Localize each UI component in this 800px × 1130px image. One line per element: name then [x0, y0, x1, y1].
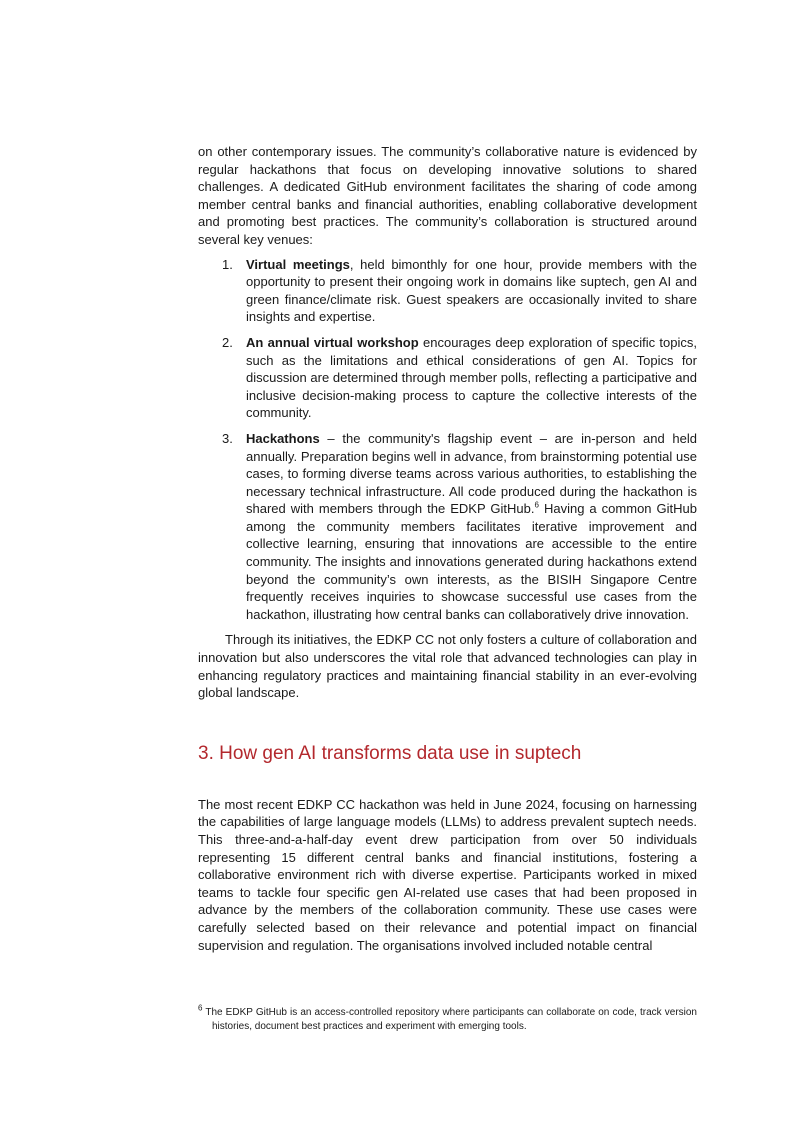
- list-item-lead: An annual virtual workshop: [246, 334, 419, 350]
- list-item-lead: Hackathons: [246, 430, 320, 446]
- list-item-text: , held bimonthly for one hour, provide members with the opportunity to present their ongoing work in domains like suptech, gen AI and green finance/climate risk. Guest speakers are occasionally invited to share insights and expertise.: [246, 256, 697, 325]
- list-item-text: – the community's flagship event – are in-person and held annually. Preparation begins well in advance, from brainstorming potential use cases, to forming diverse teams across various authorities, to establishing the necessary technical infrastructure. All code produced during the hackathon is shared with members through the EDKP GitHub.: [246, 430, 697, 517]
- intro-paragraph: on other contemporary issues. The community’s collaborative nature is evidenced by regular hackathons that focus on developing innovative solutions to shared challenges. A dedicated GitHub environment facilitates the sharing of code among member central banks and financial authorities, enabling collaborative development and promoting best practices. The community’s collaboration is structured around several key venues:: [198, 144, 697, 247]
- footnote-text: The EDKP GitHub is an access-controlled repository where participants can collaborate on code, track version histories, document best practices and experiment with emerging tools.: [202, 1007, 697, 1032]
- list-item-lead: Virtual meetings: [246, 256, 350, 272]
- list-item-text: encourages deep exploration of specific topics, such as the limitations and ethical considerations of gen AI. Topics for discussion are determined through member polls, reflecting a participative and inclusive decision-making process to capture the collective interests of the community.: [246, 334, 698, 421]
- list-number: 2.: [222, 334, 233, 350]
- list-item: [198, 430, 697, 624]
- venues-list: [198, 256, 697, 624]
- main-content: [198, 143, 697, 954]
- list-number: 3.: [222, 430, 233, 446]
- footnote-marker: 6: [198, 1003, 203, 1013]
- list-item-text-continued: Having a common GitHub among the community members facilitates iterative improvement and collective learning, ensuring that innovations are accessible to the entire community. The insights and innovations generated during hackathons extend beyond the community’s own interests, as the BISIH Singapore Centre frequently receives inquiries to showcase successful use cases from the hackathon, illustrating how central banks can collaboratively drive innovation.: [246, 501, 697, 622]
- section-heading: 3. How gen AI transforms data use in suptech: [198, 742, 582, 764]
- footnote: [198, 1003, 697, 1034]
- list-item: [198, 334, 697, 422]
- list-item: [198, 256, 697, 326]
- footnote-reference[interactable]: 6: [534, 500, 539, 510]
- section-paragraph: The most recent EDKP CC hackathon was held in June 2024, focusing on harnessing the capabilities of large language models (LLMs) to address prevalent suptech needs. This three-and-a-half-day event drew participation from over 50 individuals representing 15 different central banks and financial institutions, fostering a collaborative environment rich with diverse expertise. Participants worked in mixed teams to tackle four specific gen AI-related use cases that had been proposed in advance by the members of the collaboration community. These use cases were carefully selected based on their relevance and potential impact on financial supervision and regulation. The organisations involved included notable central: [198, 796, 697, 953]
- closing-paragraph: Through its initiatives, the EDKP CC not only fosters a culture of collaboration and innovation but also underscores the vital role that advanced technologies can play in enhancing regulatory practices and maintaining financial stability in an ever-evolving global landscape.: [198, 632, 697, 701]
- list-number: 1.: [222, 256, 233, 272]
